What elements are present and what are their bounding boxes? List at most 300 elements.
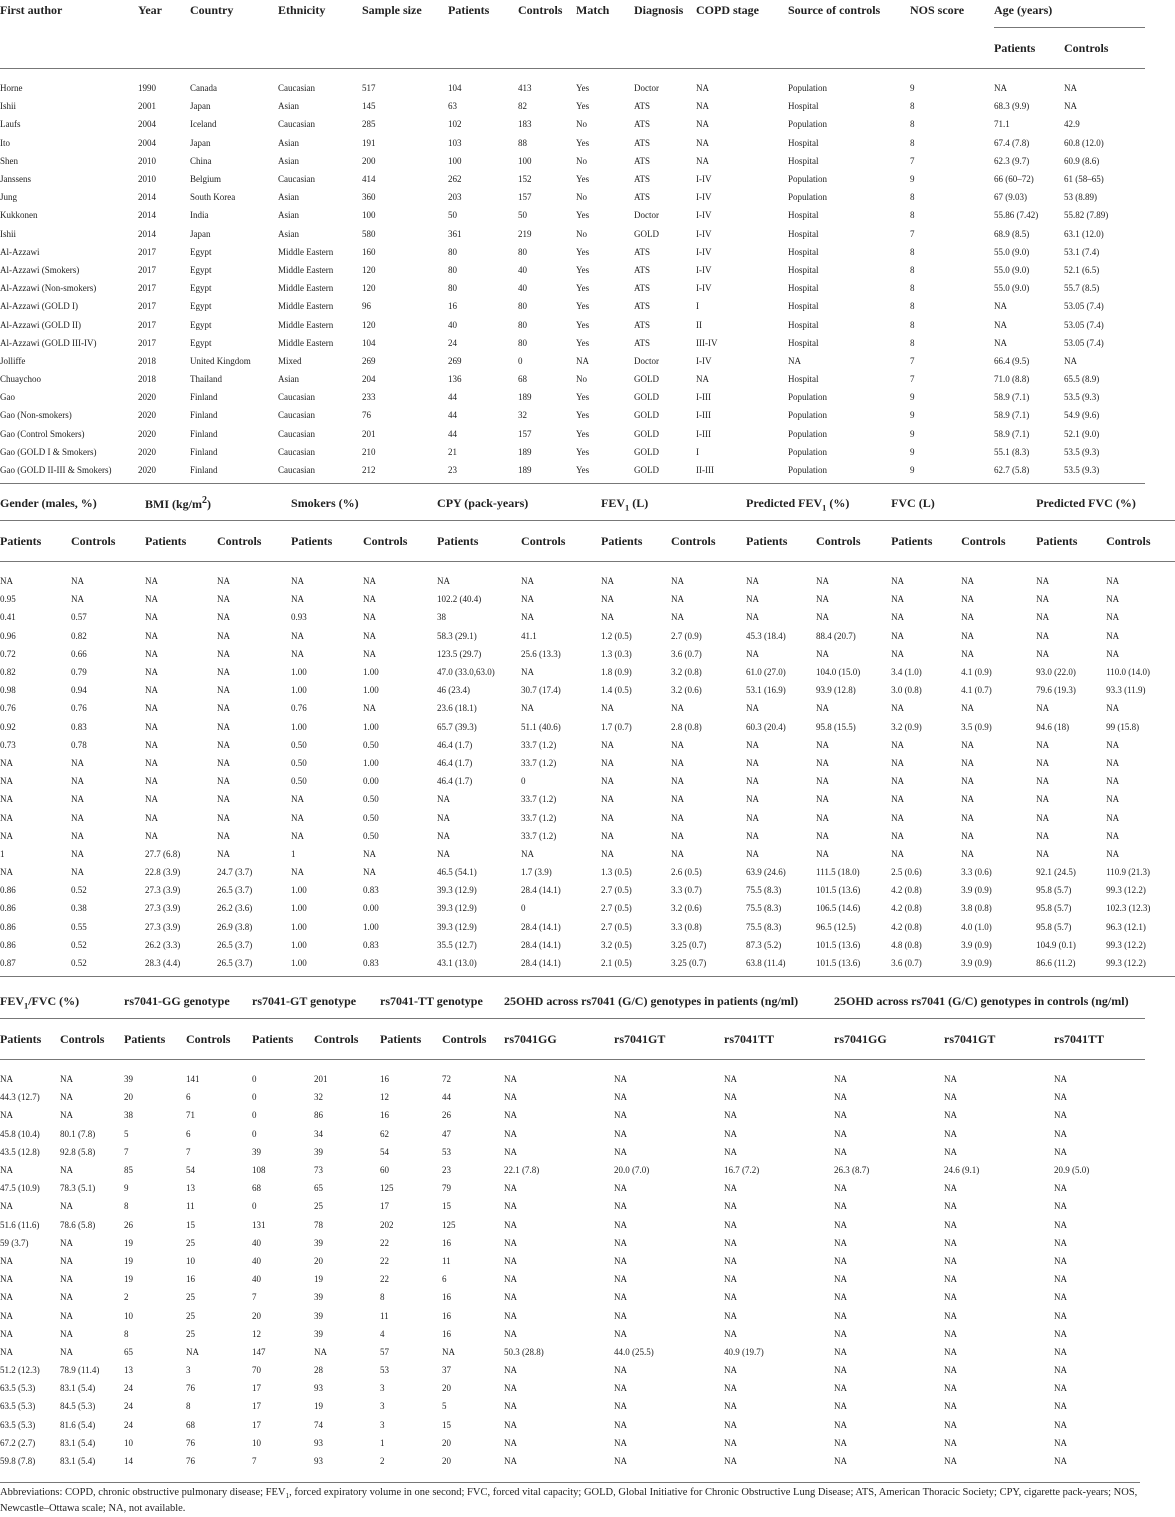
table-cell: NA <box>696 101 709 112</box>
col-controls: Controls <box>518 3 563 17</box>
table-cell: 24.7 (3.7) <box>217 867 253 878</box>
table-cell: 23.6 (18.1) <box>437 703 477 714</box>
table-cell: 3.25 (0.7) <box>671 939 707 950</box>
table-cell: 4.2 (0.8) <box>891 921 922 932</box>
col-25ohd-patients-group: 25OHD across rs7041 (G/C) genotypes in patients (ng/ml) <box>504 984 834 1019</box>
table-cell: 88 <box>518 137 527 148</box>
table-cell: 28.4 (14.1) <box>521 921 561 932</box>
table-cell: 16.7 (7.2) <box>724 1165 760 1176</box>
table-row <box>0 936 1175 954</box>
table-cell: GOLD <box>634 410 659 421</box>
table-cell: NA <box>504 1146 518 1157</box>
table-cell: NA <box>60 1165 73 1176</box>
table-cell: 39 <box>314 1328 323 1339</box>
table-cell: 53 <box>380 1365 390 1376</box>
table-cell: NA <box>1036 830 1050 841</box>
table-cell: 66 (60–72) <box>994 174 1034 185</box>
table-cell: NA <box>601 848 615 859</box>
table-cell: 1.00 <box>291 667 307 678</box>
table-cell: 58.9 (7.1) <box>994 428 1030 439</box>
table-cell: Gao (Control Smokers) <box>0 428 85 439</box>
table-cell: NA <box>291 576 305 587</box>
table-cell: NA <box>145 703 159 714</box>
table-cell: Hospital <box>788 283 819 294</box>
table-cell: 102.3 (12.3) <box>1106 903 1151 914</box>
table-cell: 33.7 (1.2) <box>521 794 557 805</box>
table-cell: 262 <box>448 174 462 185</box>
table-cell: NA <box>314 1346 327 1357</box>
table-row <box>0 1434 1145 1452</box>
table-cell: 78.3 (5.1) <box>60 1183 96 1194</box>
table-cell: 33.7 (1.2) <box>521 830 557 841</box>
col-patients: Patients <box>437 533 479 548</box>
table-cell: 14 <box>124 1456 133 1467</box>
table-cell: 23 <box>442 1165 452 1176</box>
table-cell: 39 <box>314 1237 323 1248</box>
table-cell: NA <box>60 1110 73 1121</box>
table-cell: NA <box>614 1146 628 1157</box>
table-row <box>0 608 1175 626</box>
table-row <box>0 1288 1145 1306</box>
table-row <box>0 425 1145 443</box>
table-cell: Japan <box>190 228 211 239</box>
table-cell: 147 <box>252 1346 266 1357</box>
table-cell: 2 <box>380 1456 385 1467</box>
table-cell: NA <box>71 576 84 587</box>
table-row <box>0 352 1145 370</box>
table-cell: NA <box>944 1092 958 1103</box>
table-cell: 28.4 (14.1) <box>521 939 561 950</box>
col-source-of-controls: Source of controls <box>788 3 881 17</box>
table-cell: 45.3 (18.4) <box>746 630 786 641</box>
table-cell: 99.3 (12.2) <box>1106 958 1146 969</box>
col-genotype-rs7041tt: rs7041TT <box>1054 1031 1105 1046</box>
table-cell: 16 <box>448 301 457 312</box>
table-cell: 120 <box>362 264 376 275</box>
table-cell: 52.1 (9.0) <box>1064 428 1100 439</box>
table-cell: NA <box>788 355 801 366</box>
table-cell: NA <box>1036 812 1050 823</box>
table-cell: Yes <box>576 83 590 94</box>
table-cell: 0.38 <box>71 903 87 914</box>
table-row <box>0 1088 1145 1106</box>
genotype-table <box>0 984 1145 1470</box>
table-cell: NA <box>746 757 760 768</box>
table-row <box>0 1343 1145 1361</box>
table-cell: South Korea <box>190 192 236 203</box>
col-fvc-group: FVC (L) <box>891 486 1036 521</box>
table-cell: NA <box>291 794 305 805</box>
table-cell: 285 <box>362 119 376 130</box>
table-cell: Thailand <box>190 374 222 385</box>
table-cell: 19 <box>314 1401 323 1412</box>
table-cell: NA <box>0 812 13 823</box>
table3-body <box>0 1070 1145 1470</box>
table-cell: India <box>190 210 209 221</box>
table-cell: NA <box>601 812 615 823</box>
table-cell: NA <box>1054 1128 1068 1139</box>
table-cell: NA <box>60 1255 73 1266</box>
col-controls: Controls <box>314 1031 359 1046</box>
table-cell: 75.5 (8.3) <box>746 921 782 932</box>
table-row <box>0 645 1175 663</box>
table-cell: 62.7 (5.8) <box>994 465 1030 476</box>
table-cell: 54 <box>186 1165 195 1176</box>
table-cell: 2.7 (0.9) <box>671 630 702 641</box>
table-cell: 1.00 <box>363 921 379 932</box>
table-cell: 63.1 (12.0) <box>1064 228 1104 239</box>
table-cell: 26.5 (3.7) <box>217 958 253 969</box>
table-cell: 1 <box>0 848 5 859</box>
table-cell: NA <box>746 576 760 587</box>
table-cell: 1.00 <box>363 721 379 732</box>
table-cell: NA <box>891 703 905 714</box>
table-cell: 4 <box>380 1328 385 1339</box>
table-cell: 26.3 (8.7) <box>834 1165 870 1176</box>
table-cell: 38 <box>437 612 447 623</box>
table-cell: NA <box>834 1401 848 1412</box>
table-cell: NA <box>944 1419 958 1430</box>
table-cell: 80 <box>518 319 527 330</box>
table-cell: NA <box>363 848 377 859</box>
table-cell: 2020 <box>138 465 156 476</box>
table-cell: 4.8 (0.8) <box>891 939 922 950</box>
table-cell: 9 <box>910 428 915 439</box>
table-cell: 7 <box>124 1146 129 1157</box>
table-row <box>0 681 1175 699</box>
table-cell: NA <box>1054 1310 1068 1321</box>
table-cell: 22.8 (3.9) <box>145 867 181 878</box>
table-cell: NA <box>504 1219 518 1230</box>
table-cell: NA <box>961 776 975 787</box>
table-cell: NA <box>671 848 685 859</box>
table-cell: 3.8 (0.8) <box>961 903 992 914</box>
table-cell: Yes <box>576 392 590 403</box>
table-row <box>0 627 1175 645</box>
table-cell: NA <box>437 576 451 587</box>
table-cell: 10 <box>252 1437 261 1448</box>
table-cell: NA <box>504 1183 518 1194</box>
table-cell: NA <box>291 630 305 641</box>
table-cell: Doctor <box>634 210 659 221</box>
table-cell: 25 <box>186 1310 195 1321</box>
table-cell: 0.83 <box>363 939 379 950</box>
table-cell: Doctor <box>634 355 659 366</box>
table-row <box>0 899 1175 917</box>
table-cell: 1.00 <box>291 921 307 932</box>
table-cell: NA <box>671 830 685 841</box>
table-row <box>0 188 1145 206</box>
table-cell: 0.41 <box>0 612 16 623</box>
table-cell: NA <box>746 739 760 750</box>
table-cell: 10 <box>186 1255 195 1266</box>
table-cell: 11 <box>442 1255 451 1266</box>
table-cell: NA <box>614 1237 628 1248</box>
table-cell: 26 <box>442 1110 452 1121</box>
table-cell: NA <box>891 594 905 605</box>
table-cell: 9 <box>910 465 915 476</box>
table-cell: NA <box>671 776 685 787</box>
table-cell: Kukkonen <box>0 210 38 221</box>
table-cell: 183 <box>518 119 532 130</box>
table-cell: 99.3 (12.2) <box>1106 939 1146 950</box>
table-cell: NA <box>504 1328 518 1339</box>
table-row <box>0 206 1145 224</box>
table-cell: 53.05 (7.4) <box>1064 319 1104 330</box>
table-cell: 3 <box>186 1365 191 1376</box>
table-cell: NA <box>601 576 615 587</box>
table-cell: 3.2 (0.8) <box>671 667 702 678</box>
table-cell: NA <box>891 648 905 659</box>
table-cell: 39.3 (12.9) <box>437 921 477 932</box>
table-cell: NA <box>363 594 377 605</box>
table-cell: Japan <box>190 101 211 112</box>
table-cell: 125 <box>380 1183 394 1194</box>
table-cell: NA <box>696 83 709 94</box>
table-cell: NA <box>994 337 1007 348</box>
table-cell: NA <box>0 576 13 587</box>
table-row <box>0 1379 1145 1397</box>
table-cell: NA <box>0 867 13 878</box>
table-cell: NA <box>601 703 615 714</box>
table-cell: 12 <box>380 1092 390 1103</box>
table-cell: NA <box>834 1310 848 1321</box>
table-cell: NA <box>944 1437 958 1448</box>
table-cell: Shen <box>0 155 18 166</box>
col-genotype-rs7041gg: rs7041GG <box>504 1031 557 1046</box>
table-cell: 27.3 (3.9) <box>145 885 181 896</box>
table-cell: 9 <box>124 1183 129 1194</box>
table-cell: Population <box>788 465 828 476</box>
table-cell: 3.4 (1.0) <box>891 667 922 678</box>
table-cell: 0.00 <box>363 776 379 787</box>
table-cell: 67 (9.03) <box>994 192 1027 203</box>
table-cell: 201 <box>314 1074 328 1085</box>
table-cell: NA <box>0 1201 13 1212</box>
table-cell: 44.0 (25.5) <box>614 1346 654 1357</box>
table-cell: 106.5 (14.6) <box>816 903 861 914</box>
table-row <box>0 388 1145 406</box>
table-cell: NA <box>614 1456 628 1467</box>
table-cell: NA <box>145 685 159 696</box>
table-cell: NA <box>724 1437 738 1448</box>
table-cell: 17 <box>380 1201 390 1212</box>
table-cell: 0.76 <box>291 703 307 714</box>
table-row <box>0 279 1145 297</box>
table-row <box>0 754 1175 772</box>
table-cell: 46 (23.4) <box>437 685 471 696</box>
col-ethnicity: Ethnicity <box>278 3 326 17</box>
col-controls: Controls <box>71 533 116 548</box>
table-cell: 60 <box>380 1165 390 1176</box>
table-cell: 2010 <box>138 174 156 185</box>
table-cell: NA <box>834 1201 848 1212</box>
table-cell: 53.1 (7.4) <box>1064 246 1100 257</box>
table-cell: Finland <box>190 428 218 439</box>
table-cell: 78 <box>314 1219 323 1230</box>
table-cell: 9 <box>910 392 915 403</box>
table-cell: Hospital <box>788 319 819 330</box>
table-cell: Yes <box>576 465 590 476</box>
table-cell: I-IV <box>696 174 712 185</box>
table-cell: 25 <box>186 1328 195 1339</box>
table-cell: NA <box>363 576 377 587</box>
table-cell: ATS <box>634 301 651 312</box>
table-cell: NA <box>291 594 305 605</box>
table-cell: 50.3 (28.8) <box>504 1346 544 1357</box>
table-cell: NA <box>504 1310 518 1321</box>
table-cell: 8 <box>910 264 915 275</box>
table-cell: 46.4 (1.7) <box>437 739 473 750</box>
table-cell: 7 <box>910 228 915 239</box>
table-cell: GOLD <box>634 428 659 439</box>
table-cell: NA <box>746 812 760 823</box>
table-cell: 17 <box>252 1401 261 1412</box>
table-cell: Chuaychoo <box>0 374 41 385</box>
table-cell: 125 <box>442 1219 456 1230</box>
table-cell: 580 <box>362 228 376 239</box>
table-cell: 2.7 (0.5) <box>601 885 632 896</box>
table-cell: 46.5 (54.1) <box>437 867 477 878</box>
table-cell: NA <box>961 739 975 750</box>
table-cell: 28 <box>314 1365 323 1376</box>
table-cell: NA <box>834 1183 848 1194</box>
table-cell: Population <box>788 83 828 94</box>
table-cell: Yes <box>576 319 590 330</box>
table-cell: 4.2 (0.8) <box>891 885 922 896</box>
table-cell: 1.3 (0.5) <box>601 867 632 878</box>
table-cell: 204 <box>362 374 376 385</box>
col-controls: Controls <box>816 533 861 548</box>
table-row <box>0 1197 1145 1215</box>
table-cell: NA <box>816 830 830 841</box>
table-cell: 3.5 (0.9) <box>961 721 992 732</box>
table-cell: NA <box>891 794 905 805</box>
col-fev1-group: $FEV_1$ (L) <box>601 486 746 521</box>
table-cell: 13 <box>186 1183 195 1194</box>
table-cell: 2017 <box>138 319 156 330</box>
table-cell: 54.9 (9.6) <box>1064 410 1100 421</box>
table-cell: 94.6 (18) <box>1036 721 1070 732</box>
table-cell: Asian <box>278 210 299 221</box>
table-cell: 53.5 (9.3) <box>1064 465 1100 476</box>
table-cell: NA <box>437 848 451 859</box>
table-cell: NA <box>217 576 231 587</box>
table-cell: 2017 <box>138 264 156 275</box>
table-cell: 11 <box>186 1201 195 1212</box>
col-cpy-group: CPY (pack-years) <box>437 486 601 521</box>
table-cell: NA <box>60 1328 73 1339</box>
table-cell: Asian <box>278 374 299 385</box>
table-cell: 15 <box>442 1419 452 1430</box>
table-cell: Belgium <box>190 174 221 185</box>
table-cell: 9 <box>910 83 915 94</box>
table-cell: NA <box>696 137 709 148</box>
table-cell: 63.9 (24.6) <box>746 867 786 878</box>
table-cell: 1 <box>380 1437 385 1448</box>
table-cell: 20 <box>252 1310 261 1321</box>
table-cell: 93 <box>314 1456 323 1467</box>
table-cell: NA <box>724 1310 738 1321</box>
table-cell: No <box>576 155 587 166</box>
table-row <box>0 461 1145 479</box>
table-cell: Al-Azzawi (Non-smokers) <box>0 283 97 294</box>
col-year: Year <box>138 3 162 17</box>
table-cell: NA <box>834 1128 848 1139</box>
table-cell: NA <box>1054 1201 1068 1212</box>
table-cell: NA <box>0 1110 13 1121</box>
table-cell: 157 <box>518 428 532 439</box>
table-cell: NA <box>614 1092 628 1103</box>
table-cell: 0.52 <box>71 939 87 950</box>
table-cell: 0.00 <box>363 903 379 914</box>
table-cell: 75.5 (8.3) <box>746 885 782 896</box>
table-cell: 8 <box>910 210 915 221</box>
table-cell: 0.72 <box>0 648 16 659</box>
table-cell: 20 <box>124 1092 133 1103</box>
table-cell: NA <box>1064 83 1077 94</box>
table-cell: NA <box>1036 648 1050 659</box>
table2-subheader-row <box>0 521 1175 562</box>
table-cell: Caucasian <box>278 119 315 130</box>
table-cell: ATS <box>634 264 651 275</box>
table-row <box>0 443 1145 461</box>
table-cell: 269 <box>448 355 462 366</box>
table-cell: NA <box>1054 1328 1068 1339</box>
table-cell: NA <box>891 830 905 841</box>
table-cell: NA <box>1054 1237 1068 1248</box>
table-cell: Yes <box>576 174 590 185</box>
table-cell: NA <box>0 830 13 841</box>
table-cell: 0.78 <box>71 739 87 750</box>
table-cell: GOLD <box>634 465 659 476</box>
table-cell: 24 <box>448 337 457 348</box>
table-cell: 0.86 <box>0 939 16 950</box>
table-cell: 44 <box>448 392 457 403</box>
table-cell: NA <box>891 848 905 859</box>
table-cell: 16 <box>380 1074 390 1085</box>
table-cell: 80 <box>518 301 527 312</box>
table-cell: 20 <box>442 1437 452 1448</box>
table-cell: 101.5 (13.6) <box>816 939 861 950</box>
table-cell: NA <box>724 1219 738 1230</box>
table-cell: NA <box>944 1110 958 1121</box>
table-cell: 20 <box>442 1383 452 1394</box>
table-cell: NA <box>1106 757 1120 768</box>
table-cell: 16 <box>380 1110 390 1121</box>
table-cell: NA <box>816 757 830 768</box>
table-cell: NA <box>0 757 13 768</box>
table-cell: NA <box>1054 1183 1068 1194</box>
col-patients: Patients <box>0 1031 42 1046</box>
table-row <box>0 1252 1145 1270</box>
table-cell: 8 <box>124 1201 129 1212</box>
table-cell: 35.5 (12.7) <box>437 939 477 950</box>
table-cell: NA <box>944 1292 958 1303</box>
table-cell: 96 <box>362 301 371 312</box>
table-cell: Jolliffe <box>0 355 26 366</box>
table-cell: Ishii <box>0 101 17 112</box>
table-cell: NA <box>834 1365 848 1376</box>
table-cell: NA <box>217 739 231 750</box>
table-cell: 3.2 (0.5) <box>601 939 632 950</box>
table-row <box>0 827 1175 845</box>
table-cell: 4.1 (0.9) <box>961 667 992 678</box>
table-cell: Population <box>788 192 828 203</box>
table-cell: NA <box>60 1346 73 1357</box>
table-cell: 0.86 <box>0 885 16 896</box>
table-row <box>0 590 1175 608</box>
